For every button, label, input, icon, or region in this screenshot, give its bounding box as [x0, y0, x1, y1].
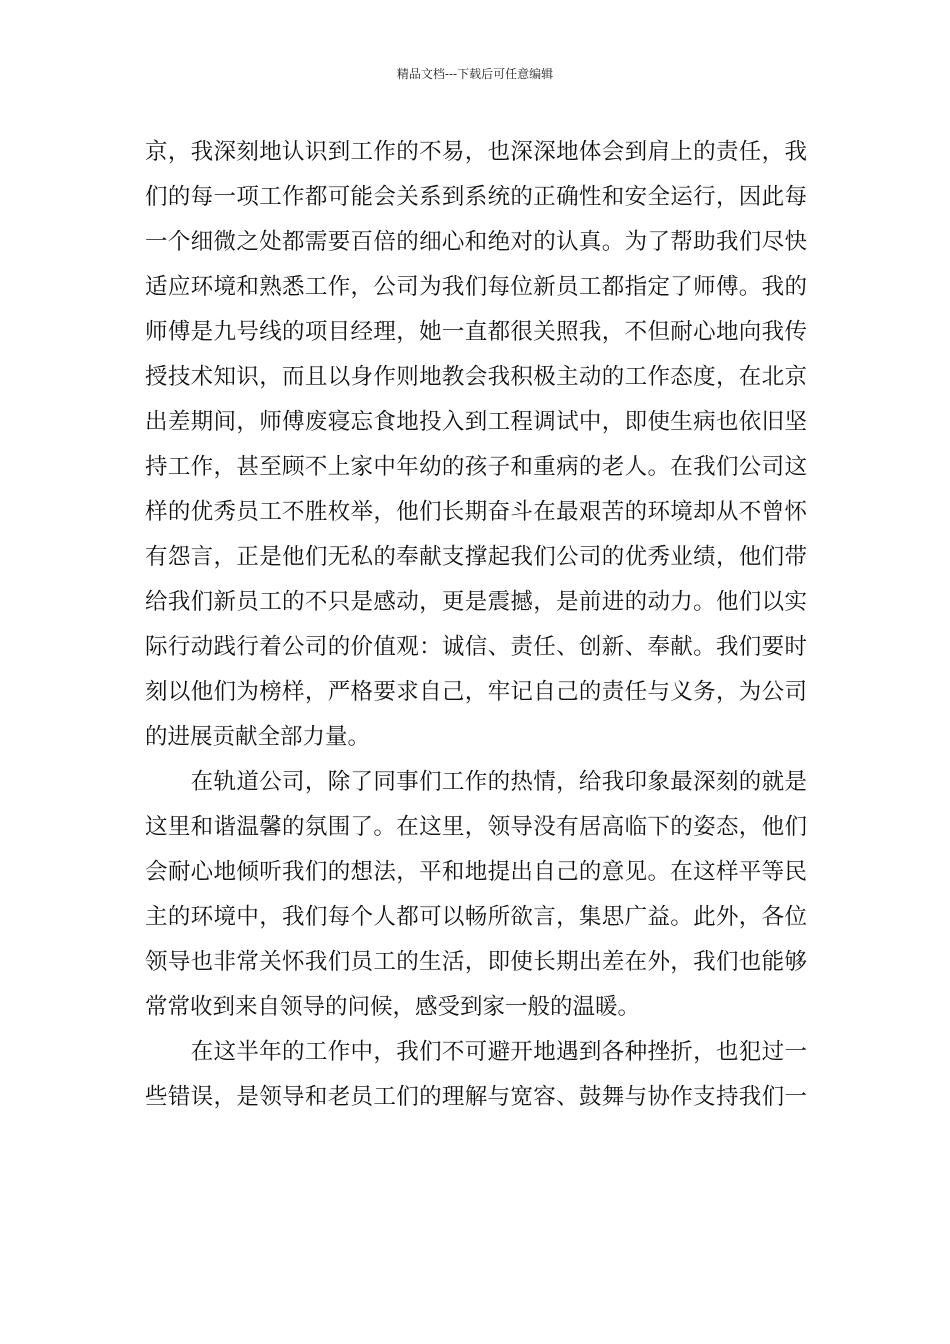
text-line: 授技术知识，而且以身作则地教会我积极主动的工作态度，在北京: [145, 364, 807, 390]
text-line: 际行动践行着公司的价值观：诚信、责任、创新、奉献。我们要时: [145, 634, 807, 660]
text-line: 师傅是九号线的项目经理，她一直都很关照我，不但耐心地向我传: [145, 319, 807, 345]
page-header: 精品文档---下载后可任意编辑: [396, 67, 554, 81]
text-line: 给我们新员工的不只是感动，更是震撼，是前进的动力。他们以实: [145, 589, 807, 615]
text-line: 京，我深刻地认识到工作的不易，也深深地体会到肩上的责任，我: [145, 139, 807, 165]
text-line: 在这半年的工作中，我们不可避开地遇到各种挫折，也犯过一: [145, 1039, 807, 1065]
text-line: 持工作，甚至顾不上家中年幼的孩子和重病的老人。在我们公司这: [145, 454, 807, 480]
text-line: 出差期间，师傅废寝忘食地投入到工程调试中，即使生病也依旧坚: [145, 409, 807, 435]
paragraph-1: [145, 130, 807, 760]
text-line: 们的每一项工作都可能会关系到系统的正确性和安全运行，因此每: [145, 184, 807, 210]
text-line: 些错误，是领导和老员工们的理解与宽容、鼓舞与协作支持我们一: [145, 1084, 807, 1110]
paragraph-2: [145, 760, 807, 1030]
text-line: 刻以他们为榜样，严格要求自己，牢记自己的责任与义务，为公司: [145, 679, 807, 705]
text-line: 样的优秀员工不胜枚举，他们长期奋斗在最艰苦的环境却从不曾怀: [145, 499, 807, 525]
text-line: 有怨言，正是他们无私的奉献支撑起我们公司的优秀业绩，他们带: [145, 544, 807, 570]
text-line: 适应环境和熟悉工作，公司为我们每位新员工都指定了师傅。我的: [145, 274, 807, 300]
text-line: 会耐心地倾听我们的想法，平和地提出自己的意见。在这样平等民: [145, 859, 807, 885]
text-line: 一个细微之处都需要百倍的细心和绝对的认真。为了帮助我们尽快: [145, 229, 807, 255]
text-line: 常常收到来自领导的问候，感受到家一般的温暖。: [145, 994, 641, 1020]
text-line: 在轨道公司，除了同事们工作的热情，给我印象最深刻的就是: [145, 769, 807, 795]
text-line: 的进展贡献全部力量。: [145, 724, 371, 750]
text-line: 主的环境中，我们每个人都可以畅所欲言，集思广益。此外，各位: [145, 904, 807, 930]
paragraph-3: [145, 1030, 807, 1120]
text-line: 这里和谐温馨的氛围了。在这里，领导没有居高临下的姿态，他们: [145, 814, 807, 840]
document-body: [145, 130, 807, 1120]
text-line: 领导也非常关怀我们员工的生活，即使长期出差在外，我们也能够: [145, 949, 807, 975]
